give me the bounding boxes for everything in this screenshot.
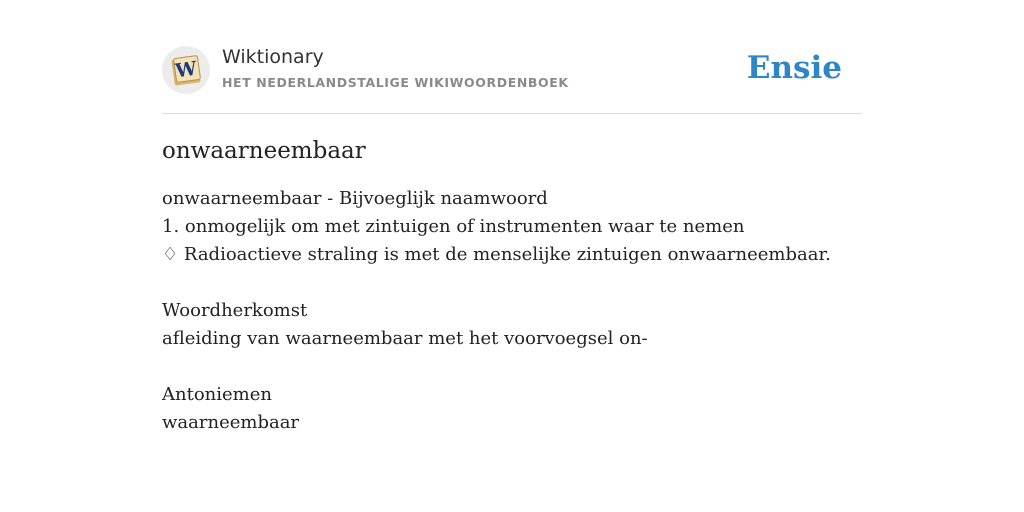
ensie-brand-logo[interactable]: Ensie [746, 50, 842, 86]
antonyms-heading: Antoniemen [162, 384, 272, 405]
headword-line: onwaarneembaar - Bijvoeglijk naamwoord [162, 188, 548, 209]
spacer [162, 269, 862, 297]
logo-letter: W [174, 57, 199, 83]
definition: 1. onmogelijk om met zintuigen of instrumenten waar te nemen [162, 216, 745, 237]
entry-body [162, 185, 862, 437]
entry-card [162, 40, 862, 437]
spacer [162, 353, 862, 381]
page-title: onwaarneembaar [162, 138, 366, 164]
example-sentence: ♢ Radioactieve straling is met de menselijke zintuigen onwaarneembaar. [162, 244, 831, 265]
etymology-text: afleiding van waarneembaar met het voorvoegsel on- [162, 328, 648, 349]
header [162, 40, 862, 114]
wiktionary-tile-icon [169, 53, 203, 87]
site-subtitle: HET NEDERLANDSTALIGE WIKIWOORDENBOEK [222, 75, 569, 90]
wiktionary-logo[interactable] [162, 46, 210, 94]
site-name[interactable]: Wiktionary [222, 46, 324, 68]
antonyms-text: waarneembaar [162, 412, 300, 433]
etymology-heading: Woordherkomst [162, 300, 308, 321]
